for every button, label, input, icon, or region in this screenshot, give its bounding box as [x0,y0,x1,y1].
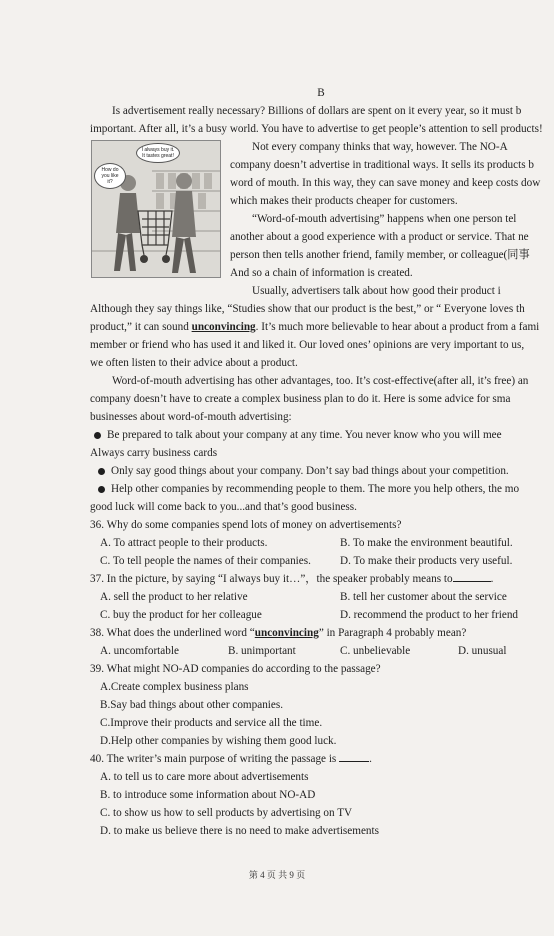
bullet-icon [98,468,105,475]
passage-line: Not every company thinks that way, however. The NO-A [252,141,508,153]
passage-line: Word-of-mouth advertising has other advantages, too. It’s cost-effective(after all, it’s free) an [112,375,529,387]
passage-line: we often listen to their advice about a product. [90,357,298,369]
question-stem: 40. The writer’s main purpose of writing the passage is . [90,753,372,765]
option-b[interactable]: B. To make the environment beautiful. [340,537,513,549]
option-d[interactable]: D. unusual [458,645,507,657]
passage-line: Although they say things like, “Studies show that our product is the best,” or “ Everyone loves th [90,303,525,315]
option-a[interactable]: A. sell the product to her relative [100,591,248,603]
option-c[interactable]: C.Improve their products and service all the time. [100,717,323,729]
passage-line: “Word-of-mouth advertising” happens when one person tel [252,213,517,225]
option-c[interactable]: C. buy the product for her colleague [100,609,262,621]
passage-line: Always carry business cards [90,447,218,459]
option-a[interactable]: A. To attract people to their products. [100,537,268,549]
option-a[interactable]: A. uncomfortable [100,645,179,657]
passage-line: member or friend who has used it and liked it. Our loved ones’ opinions are very important to us, [90,339,525,351]
section-heading: B [317,87,325,99]
question-stem: 36. Why do some companies spend lots of money on advertisements? [90,519,402,531]
answer-blank[interactable] [339,751,369,762]
passage-line: good luck will come back to you...and that’s good business. [90,501,357,513]
passage-line: person then tells another friend, family member, or colleague(同事 [230,249,530,261]
question-stem: 37. In the picture, by saying “I always buy it…”，the speaker probably means to . [90,573,494,585]
option-d[interactable]: D. recommend the product to her friend [340,609,519,621]
option-c[interactable]: C. to show us how to sell products by advertising on TV [100,807,353,819]
option-b[interactable]: B. to introduce some information about NO-AD [100,789,316,801]
passage-line: word of mouth. In this way, they can save money and keep costs dow [230,177,541,189]
option-d[interactable]: D.Help other companies by wishing them good luck. [100,735,337,747]
passage-line: Is advertisement really necessary? Billions of dollars are spent on it every year, so it must b [112,105,522,117]
passage-line: And so a chain of information is created. [230,267,413,279]
option-b[interactable]: B. tell her customer about the service [340,591,507,603]
question-stem: 38. What does the underlined word “unconvincing” in Paragraph 4 probably mean? [90,627,467,639]
passage-line: Usually, advertisers talk about how good their product i [252,285,501,297]
option-c[interactable]: C. To tell people the names of their companies. [100,555,311,567]
passage-line: product,” it can sound unconvincing. It’s much more believable to hear about a product from a fami [90,321,540,333]
passage-line: important. After all, it’s a busy world. You have to advertise to get people’s attention to sell products! [90,123,543,135]
option-b[interactable]: B. unimportant [228,645,296,657]
option-c[interactable]: C. unbelievable [340,645,411,657]
option-a[interactable]: A.Create complex business plans [100,681,249,693]
option-d[interactable]: D. To make their products very useful. [340,555,513,567]
passage-line: company doesn’t advertise in traditional ways. It sells its products b [230,159,534,171]
passage-line: company doesn’t have to create a complex business plan to do it. Here is some advice for sma [90,393,511,405]
passage-line: which makes their products cheaper for customers. [230,195,458,207]
page-footer: 第 4 页 共 9 页 [248,870,306,880]
shopping-illustration [91,140,221,278]
option-b[interactable]: B.Say bad things about other companies. [100,699,284,711]
speech-bubble: I always buy it. It tastes great! [136,143,180,163]
tip-item: Help other companies by recommending people to them. The more you help others, the mo [90,480,552,498]
passage-line: another about a good experience with a product or service. That ne [230,231,529,243]
tip-item: Be prepared to talk about your company at any time. You never know who you will mee [90,426,552,444]
speech-bubble: How do you like it? [94,163,126,189]
answer-blank[interactable] [453,571,491,582]
passage-line: businesses about word-of-mouth advertising: [90,411,292,423]
question-stem: 39. What might NO-AD companies do according to the passage? [90,663,381,675]
underlined-word: unconvincing [254,627,319,639]
option-a[interactable]: A. to tell us to care more about advertisements [100,771,309,783]
tip-item: Only say good things about your company. Don’t say bad things about your competition. [90,462,552,480]
underlined-word: unconvincing [191,321,256,333]
bullet-icon [98,486,105,493]
option-d[interactable]: D. to make us believe there is no need to make advertisements [100,825,379,837]
bullet-icon [94,432,101,439]
